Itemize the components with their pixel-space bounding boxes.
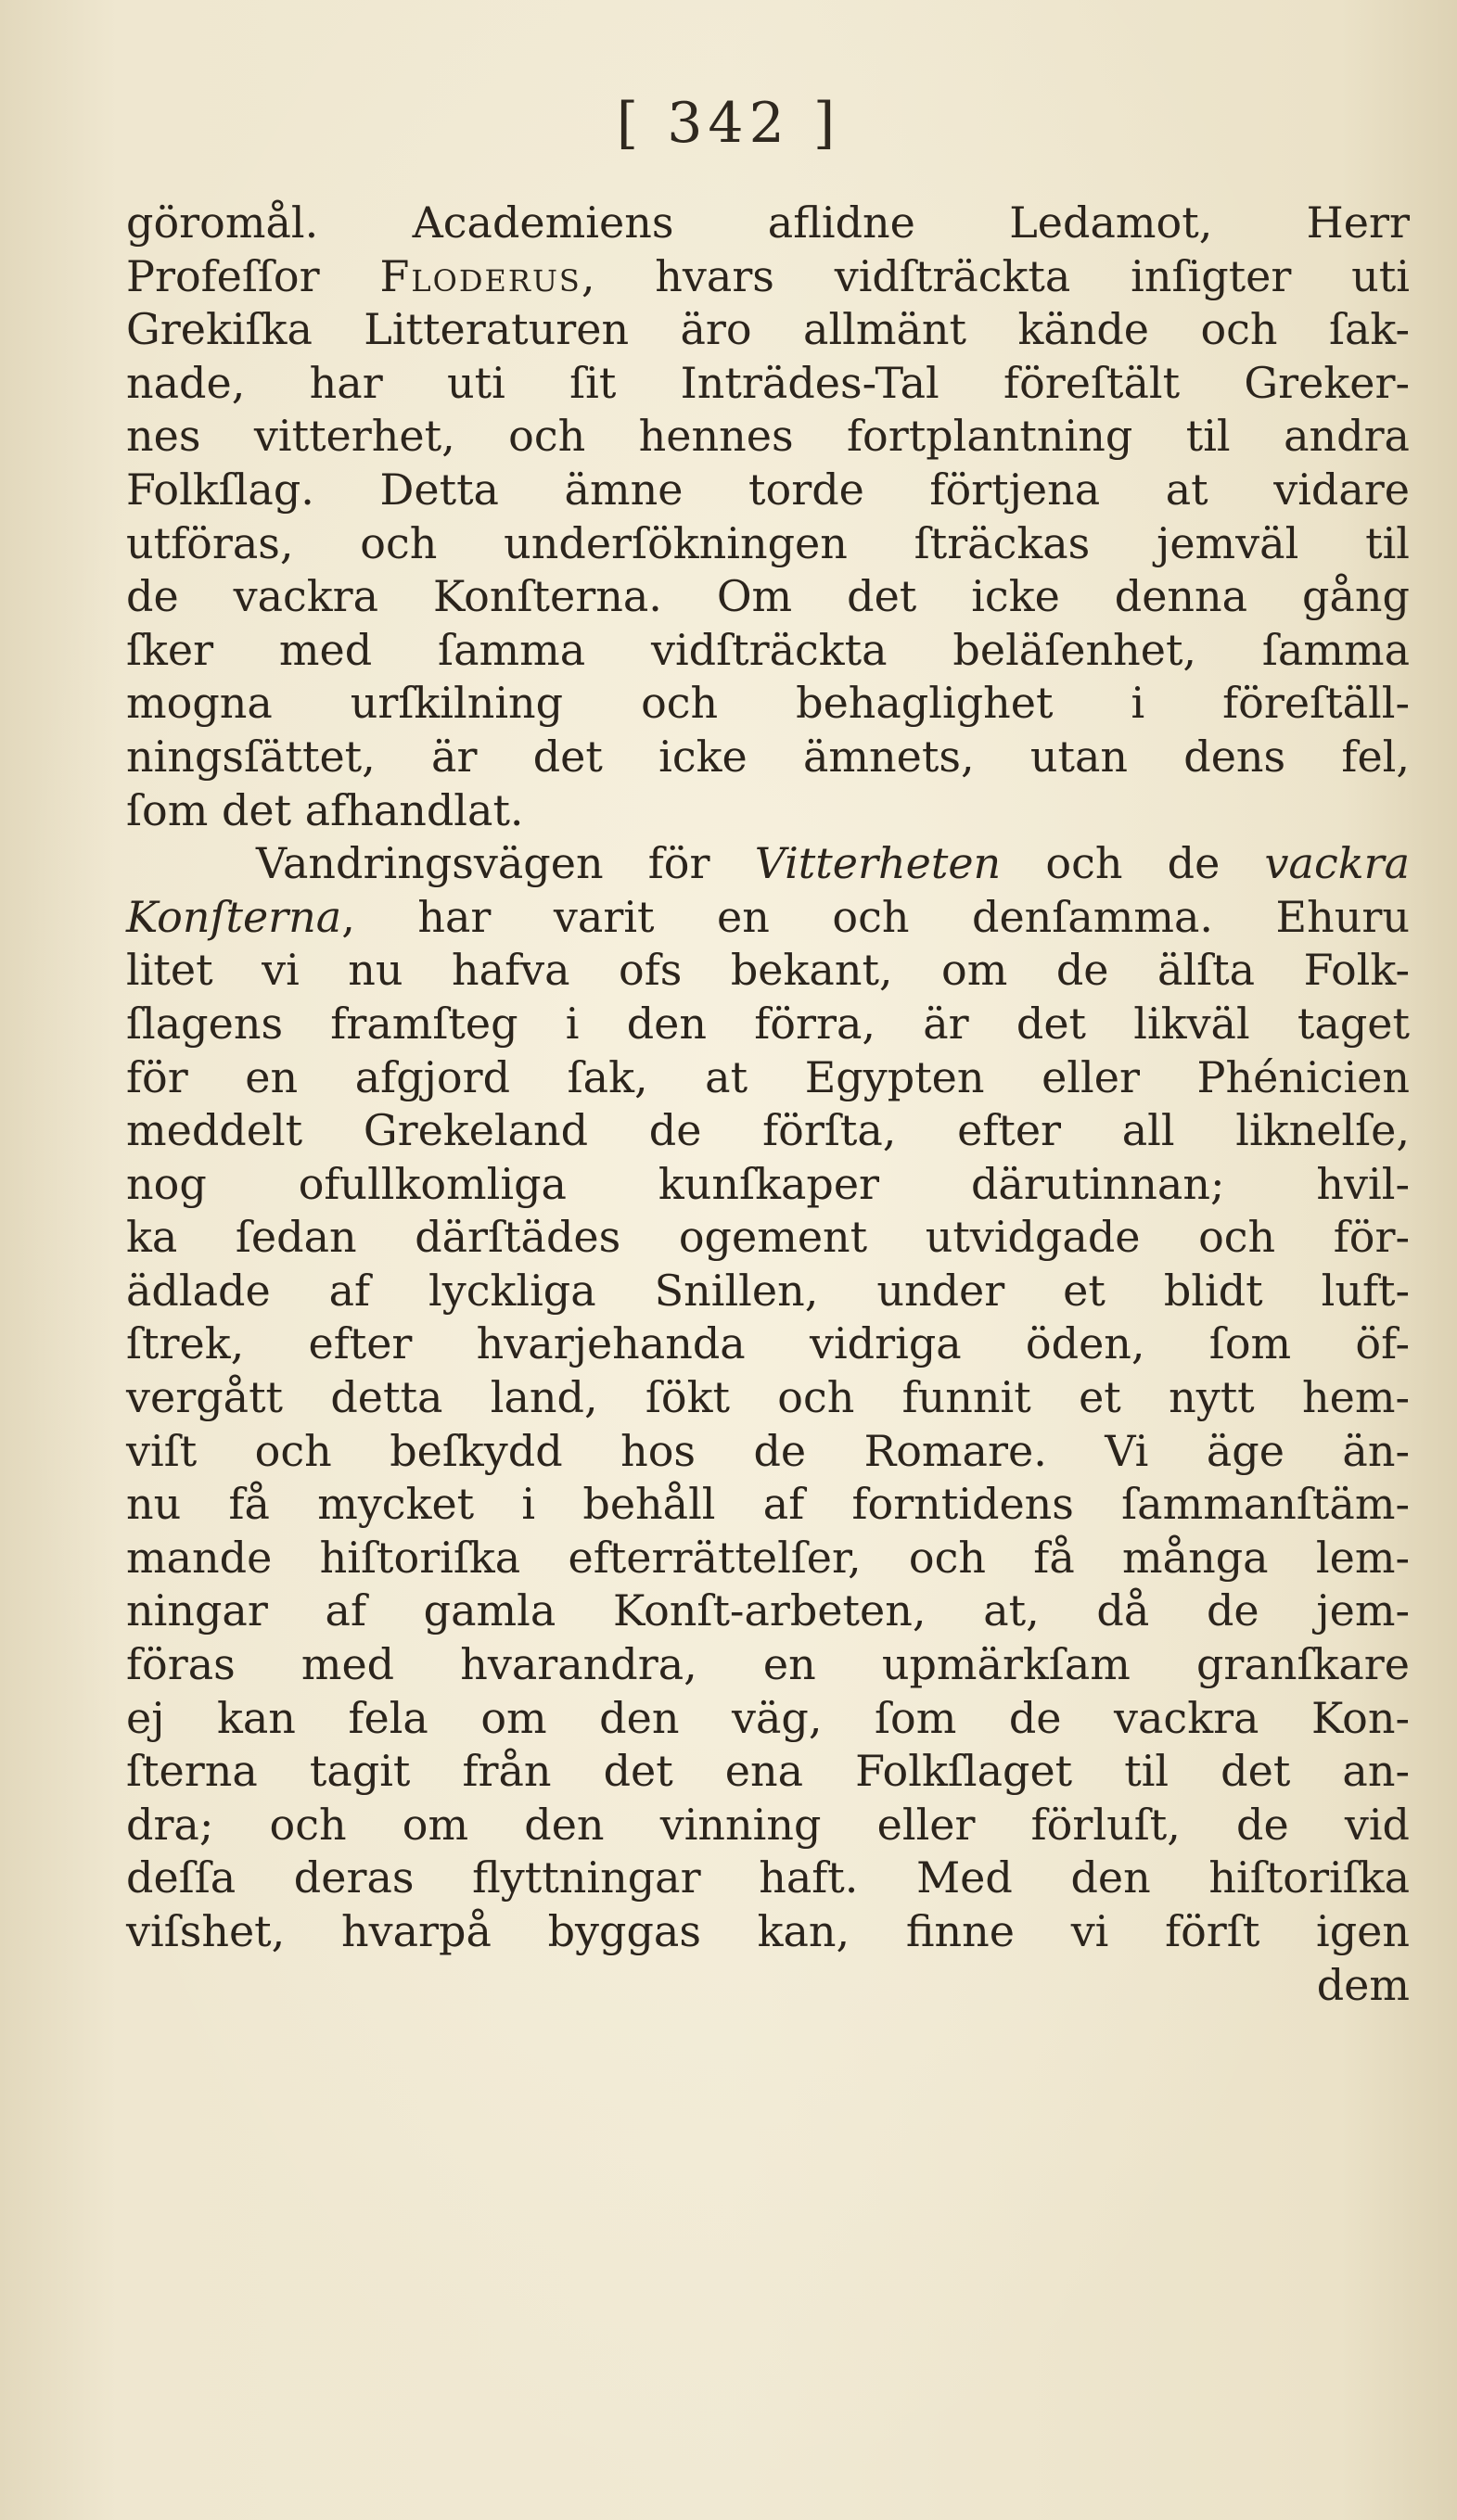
text-line: göromål. Academiens aflidne Ledamot, Herr: [126, 197, 1410, 248]
text-line: ädlade af lyckliga Snillen, under et blidt luft-: [126, 1265, 1410, 1316]
text-line: Grekiſka Litteraturen äro allmänt kände och ſak-: [126, 304, 1410, 355]
catchword: dem: [1316, 1959, 1410, 2010]
text-line: ſker med ſamma vidſträckta beläſenhet, ſamma: [126, 624, 1410, 675]
text-line: ſterna tagit från det ena Folkſlaget til det an-: [126, 1746, 1410, 1797]
text-line: ka ſedan därſtädes ogement utvidgade och för-: [126, 1212, 1410, 1263]
text-line: Folkſlag. Detta ämne torde förtjena at vidare: [126, 464, 1410, 515]
paragraph-1: [126, 197, 1410, 837]
text-line: Konſterna, har varit en och denſamma. Ehuru: [126, 891, 1410, 942]
text-line: litet vi nu hafva ofs bekant, om de älſta Folk-: [126, 945, 1410, 996]
text-line: ſlagens framſteg i den förra, är det likväl taget: [126, 998, 1410, 1049]
text-line: nu få mycket i behåll af forntidens ſammanſtäm-: [126, 1479, 1410, 1530]
text-line: dra; och om den vinning eller förluſt, de vid: [126, 1799, 1410, 1850]
text-line: vergått detta land, ſökt och funnit et nytt hem-: [126, 1372, 1410, 1423]
text-line: ningsſättet, är det icke ämnets, utan dens fel,: [126, 731, 1410, 782]
text-line: nade, har uti ſit Inträdes-Tal föreſtält Greker-: [126, 357, 1410, 408]
text-line: ſtrek, efter hvarjehanda vidriga öden, ſom öf-: [126, 1318, 1410, 1369]
text-line: ej kan fela om den väg, ſom de vackra Kon-: [126, 1692, 1410, 1743]
text-line: de vackra Konſterna. Om det icke denna gång: [126, 571, 1410, 622]
text-line: ningar af gamla Konſt-arbeten, at, då de jem-: [126, 1585, 1410, 1636]
body-text: [126, 197, 1410, 2012]
paragraph-2: [126, 837, 1410, 2012]
text-line: utföras, och underſökningen ſträckas jemväl til: [126, 517, 1410, 568]
text-line: mande hiſtoriſka efterrättelſer, och få många lem-: [126, 1532, 1410, 1583]
text-line: meddelt Grekeland de förſta, efter all liknelſe,: [126, 1105, 1410, 1156]
text-line: nes vitterhet, och hennes fortplantning til andra: [126, 411, 1410, 462]
text-line: mogna urſkilning och behaglighet i föreſtäll-: [126, 678, 1410, 729]
text-line: nog ofullkomliga kunſkaper därutinnan; hvil-: [126, 1158, 1410, 1209]
text-line: deſſa deras flyttningar haft. Med den hiſtoriſka: [126, 1852, 1410, 1903]
text-line: föras med hvarandra, en upmärkſam granſkare: [126, 1639, 1410, 1690]
text-line: viſt och beſkydd hos de Romare. Vi äge än-: [126, 1425, 1410, 1476]
text-line: viſshet, hvarpå byggas kan, finne vi förſt igen: [126, 1906, 1410, 1956]
text-line: för en afgjord ſak, at Egypten eller Phénicien: [126, 1051, 1410, 1102]
text-line: Vandringsvägen för Vitterheten och de vackra: [256, 838, 1410, 889]
page-number: [ 342 ]: [616, 91, 841, 156]
text-line: Profeſſor Floderus, hvars vidſträckta inſigter uti: [126, 250, 1410, 301]
text-line: ſom det afhandlat.: [126, 784, 524, 835]
